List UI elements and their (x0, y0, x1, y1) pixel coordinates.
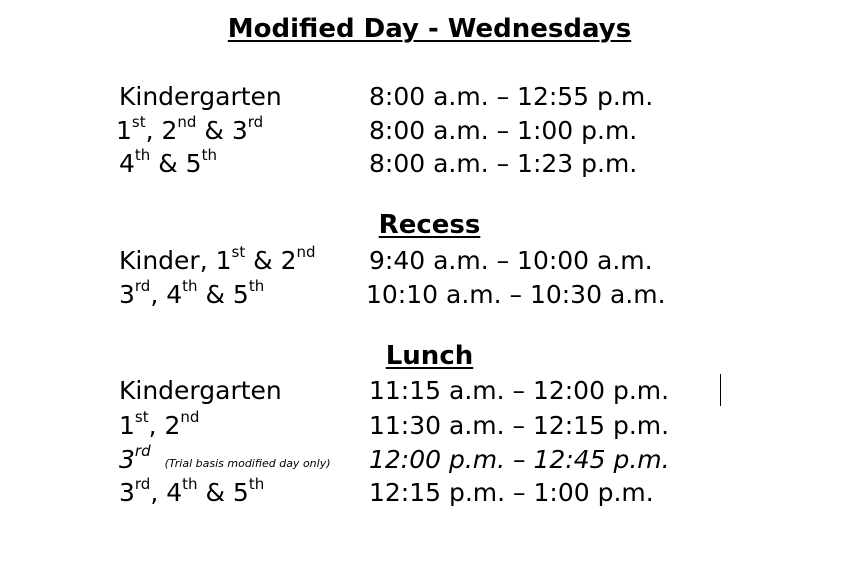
lunch-row-grades-3-4-5 (0, 476, 859, 510)
page-title: Modified Day - Wednesdays (227, 14, 632, 44)
time-range: 11:30 a.m. – 12:15 p.m. (369, 411, 670, 440)
trial-note: (Trial basis modified day only) (164, 457, 331, 470)
schedule-row-grades-4-5 (0, 147, 859, 181)
time-range: 9:40 a.m. – 10:00 a.m. (369, 246, 653, 275)
grade-label: 3rd(Trial basis modified day only) (119, 441, 331, 474)
grade-label: Kindergarten (119, 376, 282, 405)
grade-label: Kinder, 1st & 2nd (119, 242, 316, 275)
lunch-row-grades-1-2 (0, 409, 859, 443)
time-range: 8:00 a.m. – 1:00 p.m. (369, 116, 638, 145)
grade-label: Kindergarten (119, 82, 282, 111)
time-range: 8:00 a.m. – 12:55 p.m. (369, 82, 654, 111)
grade-label: 4th & 5th (119, 145, 217, 178)
recess-heading: Recess (378, 210, 481, 240)
lunch-heading: Lunch (385, 341, 474, 371)
lunch-row-kindergarten (0, 374, 859, 408)
time-range: 10:10 a.m. – 10:30 a.m. (366, 280, 666, 309)
schedule-row-grades-1-2-3 (0, 114, 859, 148)
time-range: 12:15 p.m. – 1:00 p.m. (369, 478, 654, 507)
grade-label: 1st, 2nd & 3rd (116, 112, 264, 145)
time-range: 8:00 a.m. – 1:23 p.m. (369, 149, 638, 178)
grade-label: 3rd, 4th & 5th (119, 276, 265, 309)
recess-row-grades-3-4-5 (0, 278, 859, 312)
schedule-row-kindergarten (0, 80, 859, 114)
recess-row-kinder-1-2 (0, 244, 859, 278)
time-range: 11:15 a.m. – 12:00 p.m. (369, 376, 670, 405)
text-cursor (720, 374, 721, 406)
lunch-row-grade-3-trial (0, 443, 859, 477)
grade-label: 3rd, 4th & 5th (119, 474, 265, 507)
grade-label: 1st, 2nd (119, 407, 200, 440)
time-range: 12:00 p.m. – 12:45 p.m. (369, 445, 670, 474)
